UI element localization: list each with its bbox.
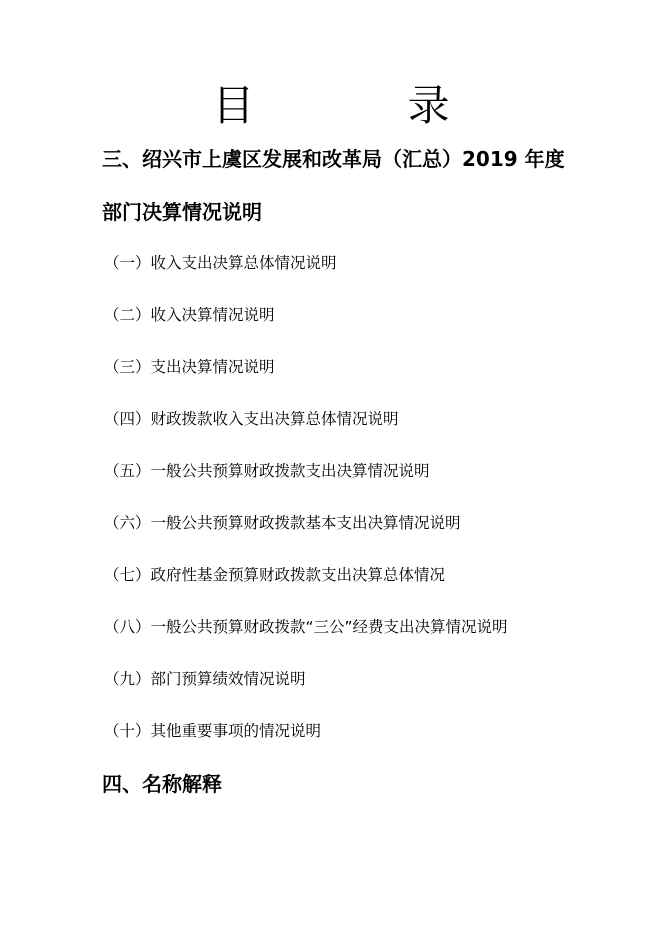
section-4-heading: 四、名称解释 — [102, 772, 222, 796]
toc-item-3: （三）支出决算情况说明 — [104, 358, 275, 376]
section-3-heading-line1: 三、绍兴市上虞区发展和改革局（汇总）2019 年度 — [102, 147, 565, 171]
toc-item-9: （九）部门预算绩效情况说明 — [104, 670, 306, 688]
toc-item-4: （四）财政拨款收入支出决算总体情况说明 — [104, 410, 399, 428]
toc-item-8: （八）一般公共预算财政拨款“三公”经费支出决算情况说明 — [104, 618, 508, 636]
section-3-heading-line2: 部门决算情况说明 — [102, 200, 262, 224]
toc-item-6: （六）一般公共预算财政拨款基本支出决算情况说明 — [104, 514, 461, 532]
toc-item-7: （七）政府性基金预算财政拨款支出决算总体情况 — [104, 566, 446, 584]
toc-item-2: （二）收入决算情况说明 — [104, 306, 275, 324]
toc-item-5: （五）一般公共预算财政拨款支出决算情况说明 — [104, 462, 430, 480]
page-title: 目 录 — [212, 81, 520, 130]
toc-item-1: （一）收入支出决算总体情况说明 — [104, 254, 337, 272]
toc-item-10: （十）其他重要事项的情况说明 — [104, 722, 322, 740]
